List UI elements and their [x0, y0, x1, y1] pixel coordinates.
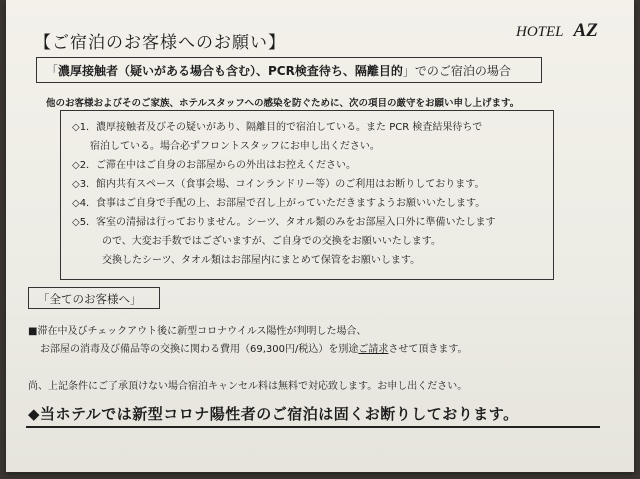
final-underline	[26, 426, 600, 428]
rule-item: ◇5．客室の清掃は行っておりません。シーツ、タオル類のみをお部屋入口外に準備いたします	[72, 217, 496, 228]
notice-paper	[6, 0, 634, 472]
rule-item: ◇4．食事はご自身で手配の上、お部屋で召し上がっていただきますようお願いいたします。	[72, 198, 486, 209]
notice-heading-open: 「	[46, 64, 59, 78]
rule-item: ◇1．濃厚接触者及びその疑いがあり、隔離目的で宿泊している。また PCR 検査結果待ちで	[72, 122, 483, 133]
final-notice: ◆当ホテルでは新型コロナ陽性者のご宿泊は固くお断りしております。	[28, 405, 519, 423]
rule-item: ◇3．館内共有スペース（食事会場、コインランドリー等）のご利用はお断りしております。	[72, 179, 485, 190]
notice-heading	[46, 62, 511, 79]
rule-item: ◇2．ご滞在中はご自身のお部屋からの外出はお控えください。	[72, 160, 357, 171]
hotel-brand: AZ	[573, 20, 598, 41]
paragraph-line-2c: させて頂きます。	[388, 344, 468, 355]
paragraph-line-2a: お部屋の消毒及び備品等の交換に関わる費用（69,300円/税込）を別途	[40, 344, 359, 355]
rule-item: ので、大変お手数ではございますが、ご自身での交換をお願いいたします。	[102, 236, 441, 247]
notice-heading-close: 」でのご宿泊の場合	[402, 64, 511, 78]
rule-item: 交換したシーツ、タオル類はお部屋内にまとめて保管をお願いします。	[102, 255, 421, 266]
hotel-name	[516, 20, 598, 42]
cancel-note: 尚、上記条件にご了承頂けない場合宿泊キャンセル料は無料で対応致します。お申し出ください。	[28, 381, 468, 392]
notice-title: 【ご宿泊のお客様へのお願い】	[34, 33, 286, 53]
intro-text: 他のお客様およびそのご家族、ホテルスタッフへの感染を防ぐために、次の項目の厳守をお願い申し上げます。	[46, 98, 520, 109]
paragraph-line-1: ■滞在中及びチェックアウト後に新型コロナウイルス陽性が判明した場合、	[28, 326, 367, 337]
hotel-prefix: HOTEL	[516, 24, 564, 40]
all-guests-heading: 「全てのお客様へ」	[38, 292, 142, 306]
notice-heading-bold: 濃厚接触者（疑いがある場合も含む）、PCR検査待ち、隔離目的	[58, 64, 403, 78]
rule-item: 宿泊している。場合必ずフロントスタッフにお申し出ください。	[90, 141, 380, 152]
billing-emphasis: ご請求	[358, 344, 389, 355]
paragraph-line-2	[40, 340, 468, 355]
